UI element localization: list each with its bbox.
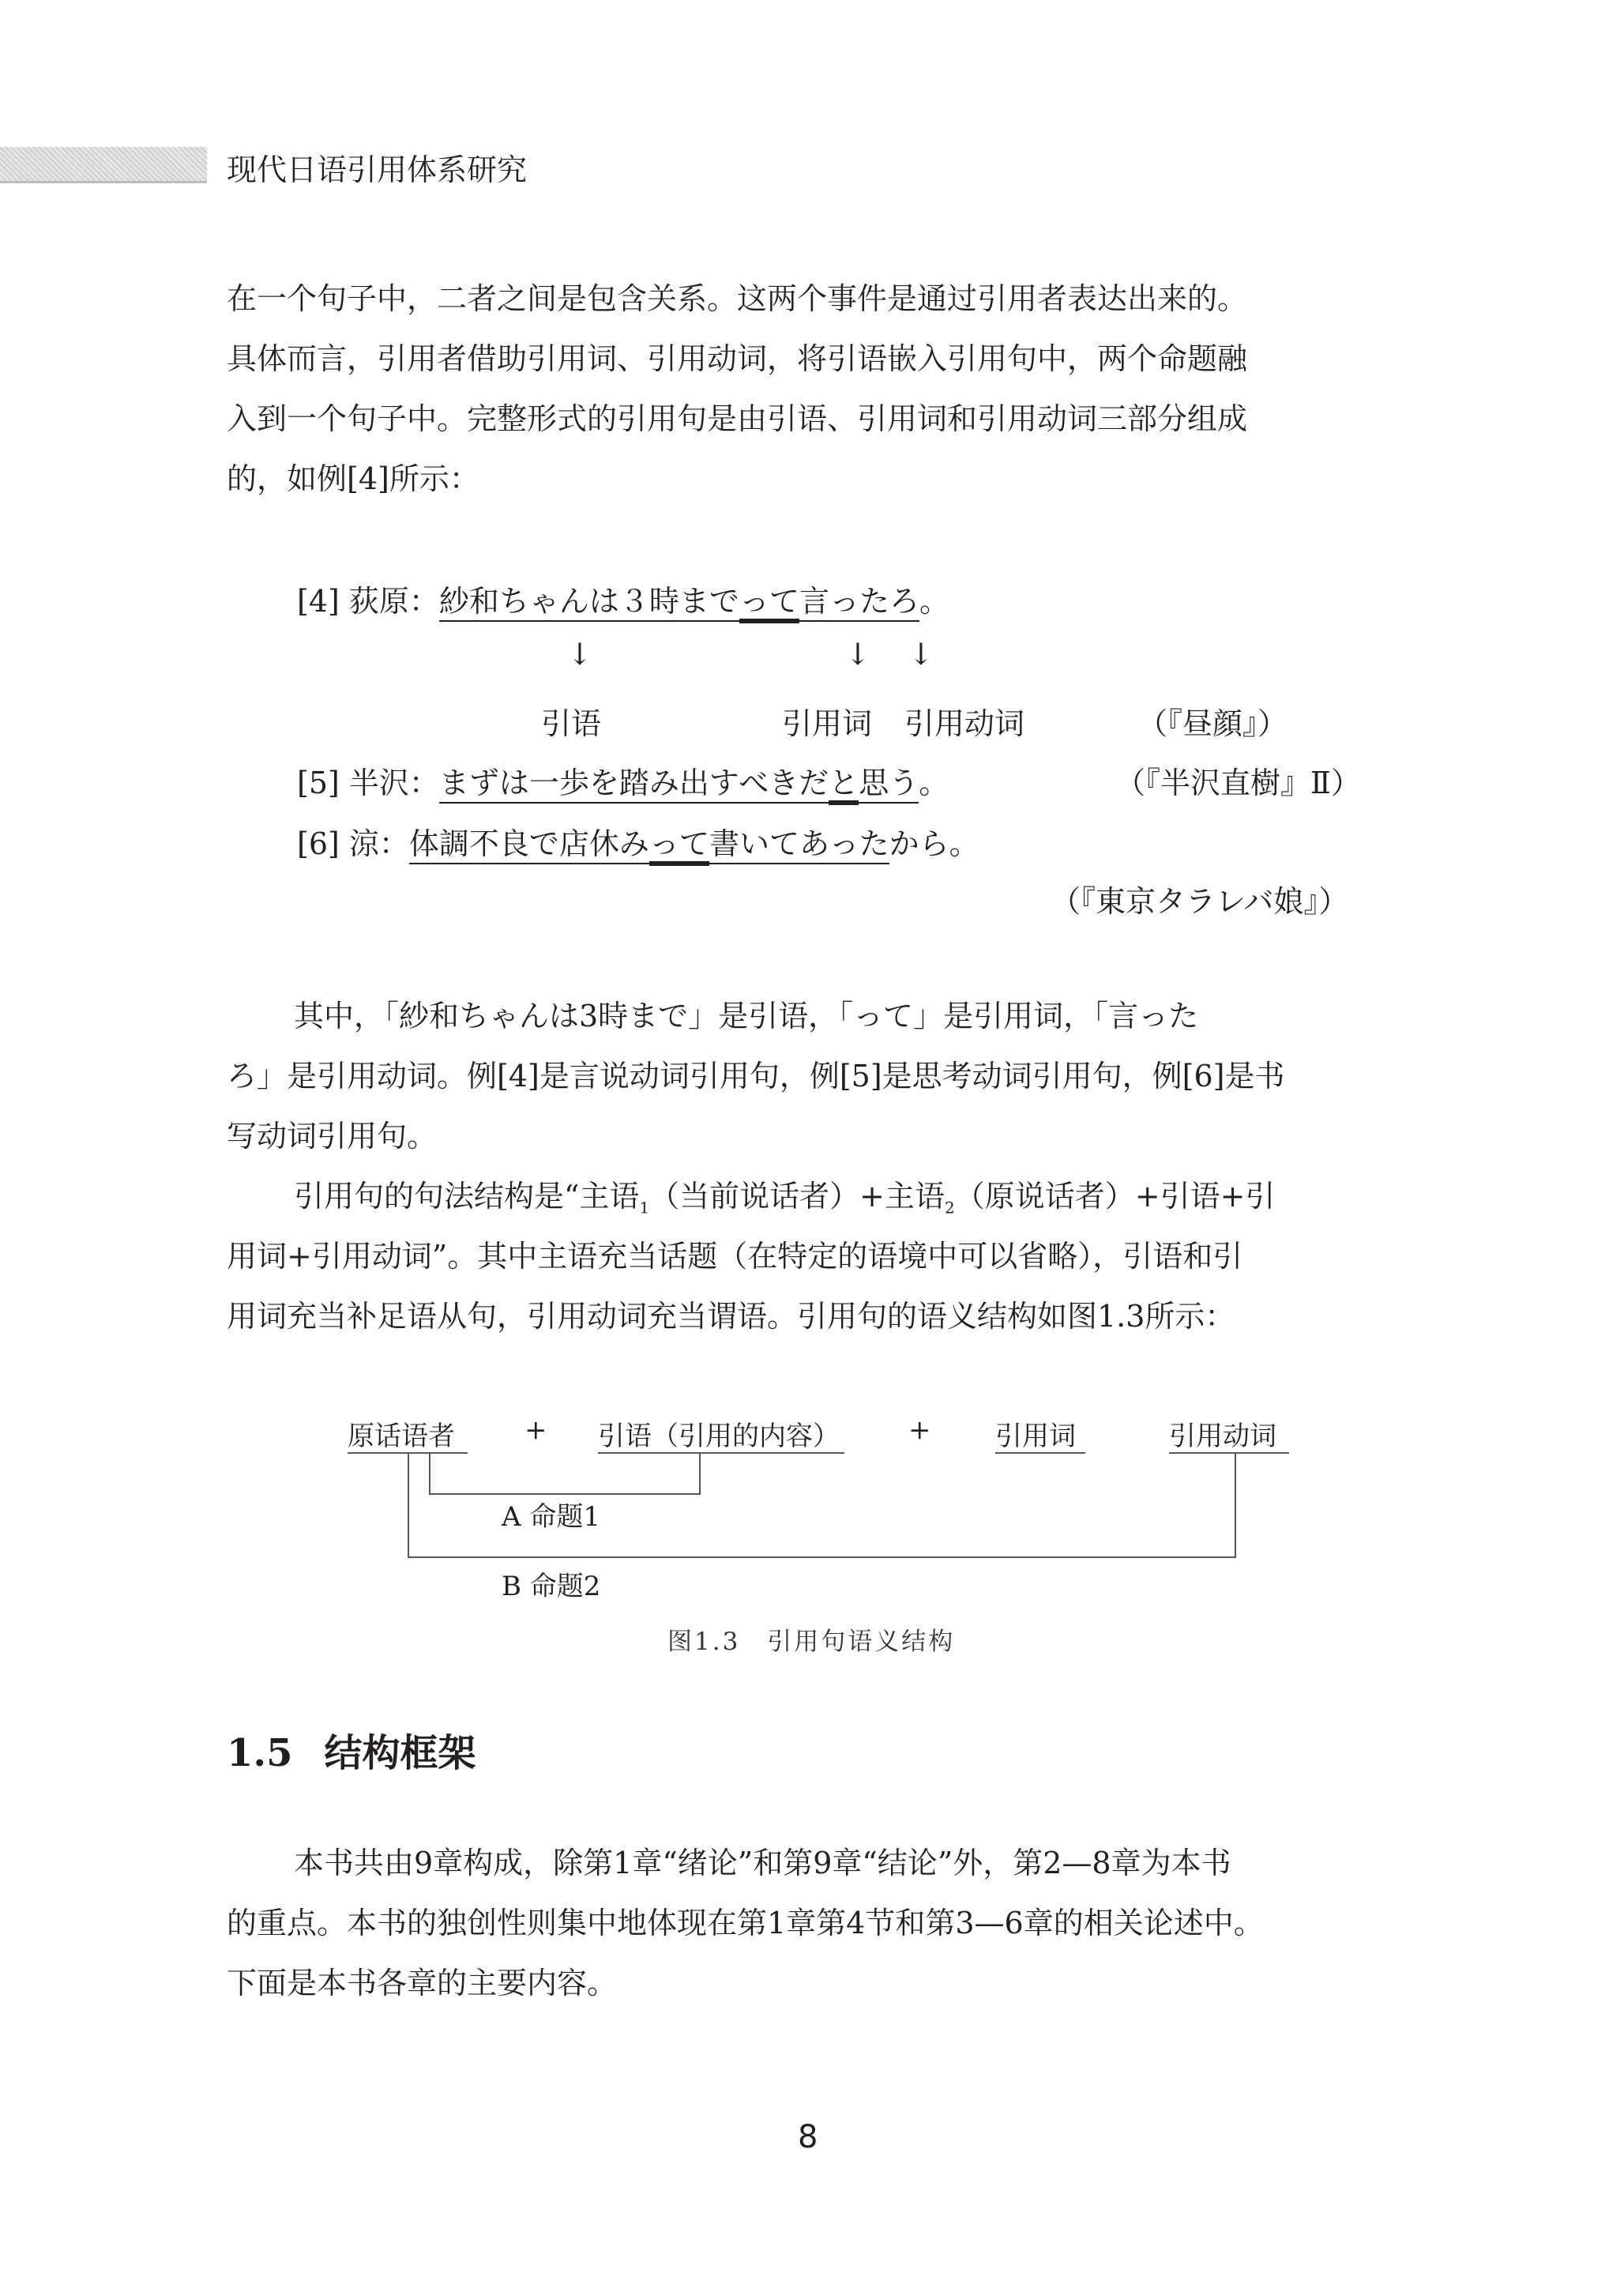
paragraph-3-line-2: 用词+引用动词”。其中主语充当话题（在特定的语境中可以省略），引语和引: [227, 1239, 1243, 1274]
bracket-b-label: B 命题2: [502, 1571, 601, 1602]
bracket-a-left: [429, 1454, 430, 1495]
bracket-b-bottom: [408, 1556, 1236, 1558]
figure-underline: [995, 1452, 1085, 1454]
arrow-down-icon: ↓: [567, 637, 592, 672]
page-number: 8: [798, 2119, 818, 2155]
figure-item-quote-marker: 引用词: [995, 1421, 1076, 1452]
example-ending: 。: [919, 584, 949, 619]
subscript: 2: [945, 1198, 955, 1218]
example-source: （『東京タラレバ娘』）: [1051, 884, 1349, 919]
example-6: [297, 819, 979, 863]
figure-plus: +: [908, 1414, 931, 1446]
example-label: [5] 半沢：: [297, 766, 439, 800]
bracket-b-left: [408, 1454, 409, 1558]
label-quote-verb: 引用动词: [904, 706, 1025, 741]
paragraph-2-line-2: ろ」是引用动词。例[4]是言说动词引用句，例[5]是思考动词引用句，例[6]是书: [227, 1059, 1285, 1093]
subscript: 1: [639, 1198, 650, 1218]
label-quote: 引语: [541, 706, 602, 741]
header-decoration: [0, 147, 207, 182]
paragraph-4-line-2: 的重点。本书的独创性则集中地体现在第1章第4节和第3—6章的相关论述中。: [227, 1906, 1264, 1940]
example-quote: 体調不良で店休み: [409, 826, 649, 864]
example-label: [4] 荻原：: [297, 584, 439, 619]
example-ending: から。: [889, 826, 979, 861]
example-quote: まずは一歩を踏み出すべきだ: [439, 766, 829, 804]
arrow-down-icon: ↓: [908, 637, 934, 672]
example-4: [297, 577, 949, 620]
paragraph-3-line-3: 用词充当补足语从句，引用动词充当谓语。引用句的语义结构如图1.3所示：: [227, 1299, 1235, 1334]
section-number: 1.5: [227, 1731, 293, 1775]
example-quote-verb: 思う: [859, 766, 919, 804]
example-quote-marker: って: [739, 584, 799, 623]
section-heading: [227, 1722, 476, 1777]
paragraph-4-line-1: 本书共由9章构成，除第1章“绪论”和第9章“结论”外，第2—8章为本书: [294, 1846, 1231, 1880]
text-run: （原说话者）+引语+引: [954, 1179, 1276, 1214]
running-header-title: 现代日语引用体系研究: [227, 152, 528, 187]
paragraph-1-line-4: 的，如例[4]所示：: [227, 461, 479, 496]
figure-underline: [1169, 1452, 1289, 1454]
header-rule: [0, 181, 207, 183]
example-quote-verb: 書いてあった: [709, 826, 889, 864]
example-quote-verb: 言ったろ: [799, 584, 919, 622]
figure-caption: 图1.3 引用句语义结构: [667, 1628, 956, 1656]
example-source: （『半沢直樹』Ⅱ）: [1115, 766, 1361, 800]
example-ending: 。: [919, 766, 949, 800]
figure-item-original-speaker: 原话语者: [348, 1421, 455, 1452]
bracket-b-right: [1235, 1454, 1236, 1558]
figure-underline: [598, 1452, 844, 1454]
example-source: （『昼顔』）: [1137, 706, 1288, 741]
paragraph-4-line-3: 下面是本书各章的主要内容。: [227, 1966, 618, 2000]
section-title: 结构框架: [324, 1731, 476, 1775]
figure-item-quote: 引语（引用的内容）: [598, 1421, 840, 1452]
bracket-a-label: A 命题1: [502, 1501, 600, 1533]
example-quote-marker: と: [829, 766, 859, 805]
paragraph-1-line-1: 在一个句子中，二者之间是包含关系。这两个事件是通过引用者表达出来的。: [227, 281, 1248, 316]
example-label: [6] 涼：: [297, 826, 409, 861]
paragraph-2-line-3: 写动词引用句。: [227, 1119, 438, 1154]
arrow-down-icon: ↓: [845, 637, 870, 672]
example-quote: 紗和ちゃんは３時まで: [439, 584, 739, 622]
paragraph-1-line-2: 具体而言，引用者借助引用词、引用动词，将引语嵌入引用句中，两个命题融: [227, 341, 1248, 376]
figure-item-quote-verb: 引用动词: [1169, 1421, 1276, 1452]
text-run: 引用句的句法结构是“主语: [294, 1179, 640, 1214]
example-5: [297, 758, 949, 802]
example-quote-marker: って: [649, 826, 709, 866]
bracket-a-right: [699, 1454, 701, 1495]
paragraph-2-line-1: 其中，「紗和ちゃんは3時まで」是引语，「って」是引用词，「言った: [294, 999, 1199, 1033]
paragraph-1-line-3: 入到一个句子中。完整形式的引用句是由引语、引用词和引用动词三部分组成: [227, 401, 1248, 436]
figure-plus: +: [524, 1414, 547, 1446]
text-run: （当前说话者）+主语: [649, 1179, 945, 1214]
label-quote-marker: 引用词: [782, 706, 873, 741]
